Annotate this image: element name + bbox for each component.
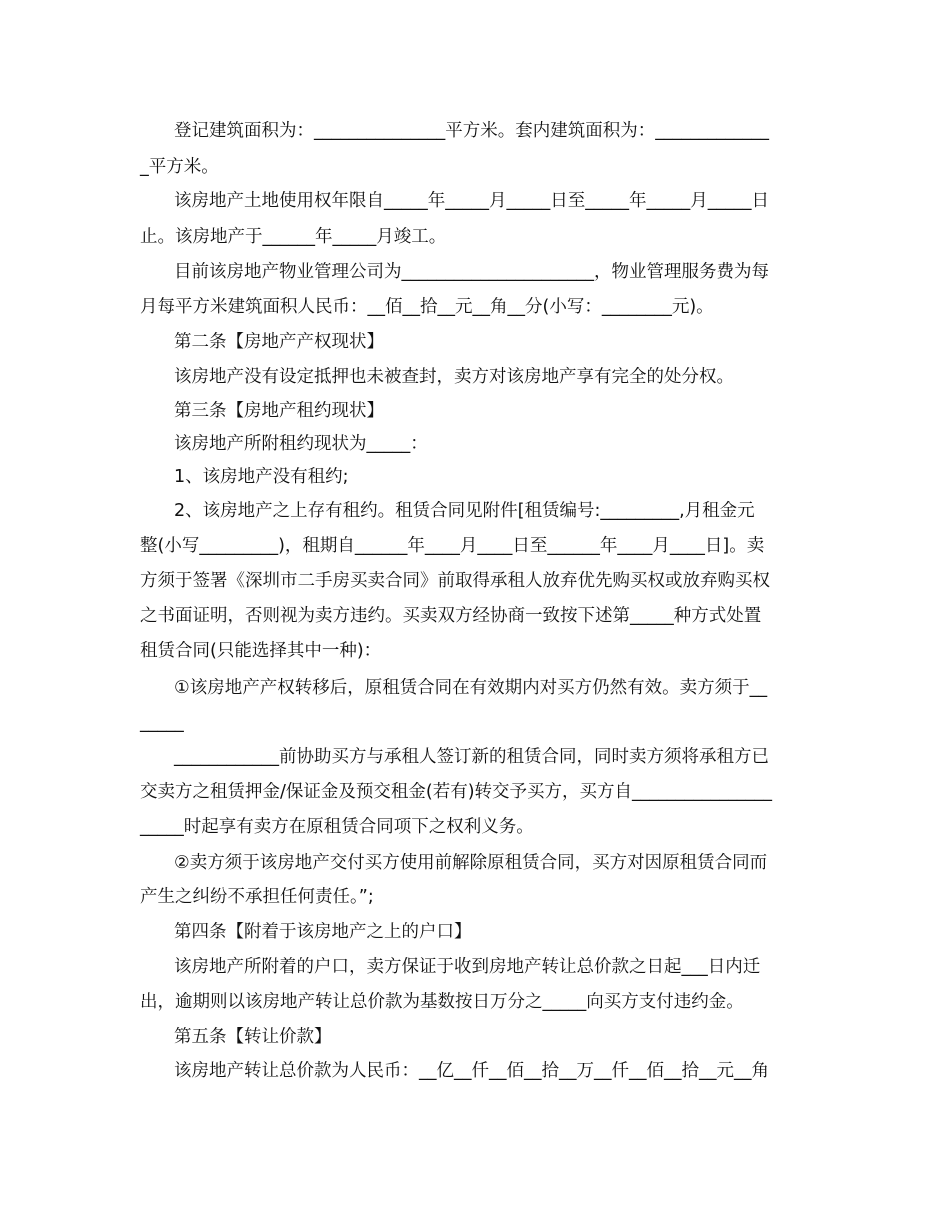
line-lease-waiver: 方须于签署《深圳市二手房买卖合同》前取得承租人放弃优先购买权或放弃购买权 [140,571,770,591]
line-lease-status: 该房地产所附租约现状为_____： [174,434,428,454]
line-deposit-transfer: 交卖方之租赁押金/保证金及预交租金(若有)转交予买方，买方自________________ [140,782,773,802]
line-option-1-blank: _____ [140,713,184,733]
line-property-management: 目前该房地产物业管理公司为______________________，物业管理服务费为每 [174,262,769,282]
line-total-price: 该房地产转让总价款为人民币：__亿__仟__佰__拾__万__仟__佰__拾__元__角 [174,1061,769,1081]
line-household-registration: 该房地产所附着的户口，卖方保证于收到房地产转让总价款之日起___日内迁 [174,957,761,977]
line-no-lease: 1、该房地产没有租约; [174,467,349,487]
line-no-mortgage: 该房地产没有设定抵押也未被查封，卖方对该房地产享有完全的处分权。 [174,367,734,387]
line-penalty: 出，逾期则以该房地产转让总价款为基数按日万分之_____向买方支付违约金。 [140,992,744,1012]
article-3-heading: 第三条【房地产租约现状】 [174,401,384,421]
line-lease-exists: 2、该房地产之上存有租约。租赁合同见附件[租赁编号:_________,月租金元 [174,501,755,521]
line-lease-choice: 租赁合同(只能选择其中一种)： [140,641,382,661]
line-rights-obligations: _____时起享有卖方在原租赁合同项下之权利义务。 [140,817,534,837]
line-land-use-term: 该房地产土地使用权年限自_____年_____月_____日至_____年_____月_____日 [174,191,769,211]
line-lease-disposal: 之书面证明，否则视为卖方违约。买卖双方经协商一致按下述第_____种方式处置 [140,606,762,626]
line-new-lease: ____________前协助买方与承租人签订新的租赁合同，同时卖方须将承租方已 [174,747,769,767]
line-lease-term: 整(小写_________)，租期自______年____月____日至______年____月____日]。卖 [140,536,765,556]
line-completion-date: 止。该房地产于______年_____月竣工。 [140,227,447,247]
line-registered-area-cont: _平方米。 [140,157,219,177]
line-management-fee: 月每平方米建筑面积人民币：__佰__拾__元__角__分(小写：________元)。 [140,297,714,317]
line-option-1: ①该房地产产权转移后，原租赁合同在有效期内对买方仍然有效。卖方须于__ [174,678,768,698]
article-5-heading: 第五条【转让价款】 [174,1027,332,1047]
article-4-heading: 第四条【附着于该房地产之上的户口】 [174,922,472,942]
line-option-2-cont: 产生之纠纷不承担任何责任。”; [140,887,374,907]
line-registered-area: 登记建筑面积为：_______________平方米。套内建筑面积为：_____________ [174,121,769,141]
article-2-heading: 第二条【房地产产权现状】 [174,332,384,352]
line-option-2: ②卖方须于该房地产交付买方使用前解除原租赁合同，买方对因原租赁合同而 [174,853,768,873]
